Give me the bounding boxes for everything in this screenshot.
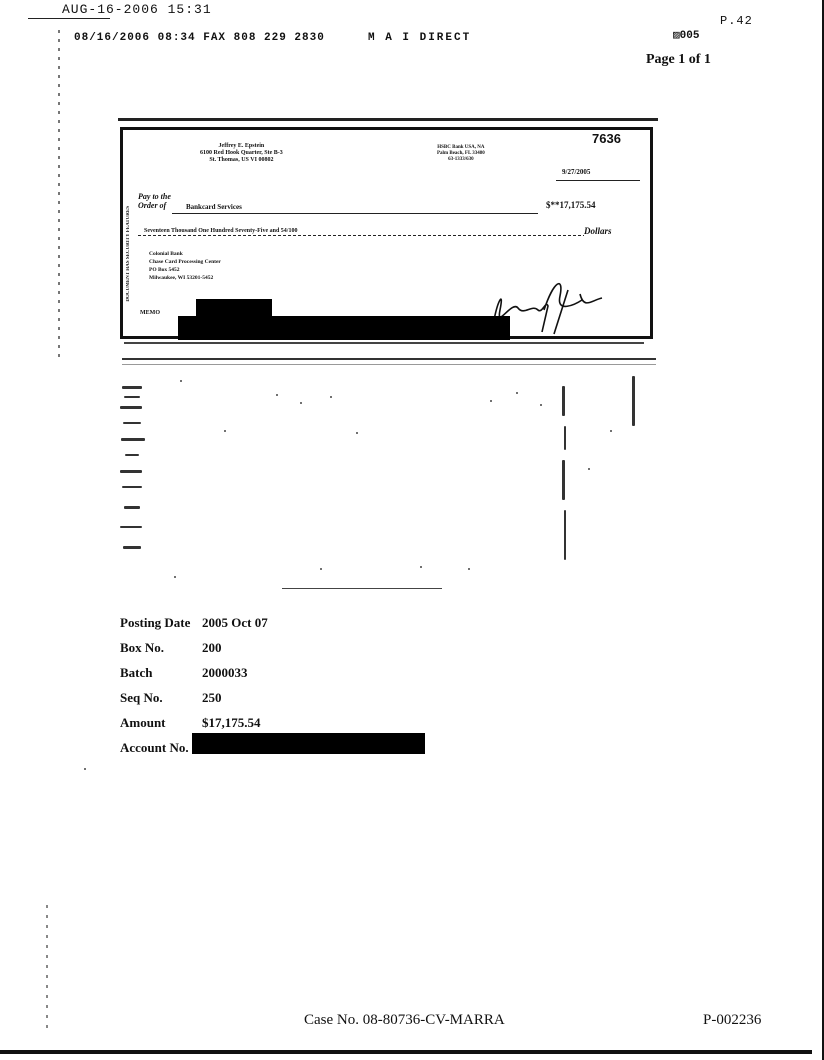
redaction-block bbox=[192, 733, 425, 754]
micr-rule bbox=[124, 342, 644, 344]
scan-margin-artifact bbox=[46, 905, 48, 1030]
detail-value: 2000033 bbox=[202, 664, 248, 680]
header-rule bbox=[28, 18, 110, 19]
scan-speck bbox=[610, 430, 612, 432]
amount-words-rule bbox=[138, 235, 584, 236]
fax-page-number: ▨005 bbox=[673, 30, 700, 42]
check-date: 9/27/2005 bbox=[562, 168, 591, 176]
memo-label: MEMO bbox=[140, 310, 160, 316]
security-side-text: DOCUMENT HAS SECURITY FEATURES bbox=[126, 206, 131, 302]
scan-speck bbox=[516, 392, 518, 394]
scan-speck bbox=[588, 468, 590, 470]
check-divider bbox=[122, 358, 656, 360]
check-number: 7636 bbox=[592, 131, 621, 146]
amount-in-words: Seventeen Thousand One Hundred Seventy-Five and 54/100 bbox=[144, 228, 298, 234]
fax-sent-timestamp: 08/16/2006 08:34 FAX 808 229 2830 bbox=[74, 32, 325, 44]
scan-speck bbox=[540, 404, 542, 406]
account-label: Account No. bbox=[120, 739, 189, 755]
detail-label: Posting Date bbox=[120, 614, 191, 630]
pay-to-label: Pay to the Order of bbox=[138, 192, 171, 210]
detail-value: 2005 Oct 07 bbox=[202, 614, 268, 630]
date-rule bbox=[556, 180, 640, 181]
endorsement-stamp-right bbox=[556, 386, 578, 566]
redaction-block bbox=[196, 299, 272, 317]
bates-number: P-002236 bbox=[703, 1012, 762, 1028]
scan-speck bbox=[300, 402, 302, 404]
fax-received-timestamp: AUG-16-2006 15:31 bbox=[62, 2, 212, 17]
detail-row bbox=[120, 710, 268, 735]
check-top-rule bbox=[118, 118, 658, 121]
detail-label: Seq No. bbox=[120, 689, 163, 705]
scan-speck bbox=[174, 576, 176, 578]
detail-label: Amount bbox=[120, 714, 166, 730]
payee-name: Bankcard Services bbox=[186, 203, 242, 211]
payee-rule bbox=[172, 213, 538, 214]
detail-row bbox=[120, 610, 268, 635]
detail-value: 200 bbox=[202, 639, 222, 655]
scan-speck bbox=[330, 396, 332, 398]
page-edge bbox=[0, 1050, 812, 1054]
detail-label: Batch bbox=[120, 664, 153, 680]
scan-speck bbox=[468, 568, 470, 570]
scan-speck bbox=[224, 430, 226, 432]
redaction-block bbox=[178, 316, 510, 340]
detail-row bbox=[120, 635, 268, 660]
bank-info: HSBC Bank USA, NA Palm Beach, FL 33480 63-1333/630 bbox=[437, 145, 485, 162]
scan-speck bbox=[180, 380, 182, 382]
check-amount: $**17,175.54 bbox=[546, 200, 596, 210]
scan-speck bbox=[420, 566, 422, 568]
fax-destination: M A I DIRECT bbox=[368, 32, 472, 44]
page-of-indicator: Page 1 of 1 bbox=[646, 52, 711, 67]
drawee-bank-address: Colonial Bank Chase Card Processing Center PO Box 5452 Milwaukee, WI 53201-5452 bbox=[149, 251, 221, 281]
detail-row bbox=[120, 685, 268, 710]
check-divider bbox=[122, 364, 656, 365]
scan-speck bbox=[276, 394, 278, 396]
fax-page-ref: P.42 bbox=[720, 14, 753, 28]
scan-margin-artifact bbox=[58, 30, 60, 360]
scan-speck bbox=[320, 568, 322, 570]
payer-address: Jeffrey E. Epstein 6100 Red Hook Quarter, Ste B-3 St. Thomas, US VI 00802 bbox=[200, 143, 283, 163]
detail-row bbox=[120, 660, 268, 685]
dollars-label: Dollars bbox=[584, 226, 612, 236]
case-number: Case No. 08-80736-CV-MARRA bbox=[304, 1012, 505, 1028]
endorsement-stamp-left bbox=[120, 382, 148, 562]
scan-speck bbox=[84, 768, 86, 770]
detail-value: 250 bbox=[202, 689, 222, 705]
detail-value: $17,175.54 bbox=[202, 714, 261, 730]
detail-label: Box No. bbox=[120, 639, 165, 655]
endorsement-stamp-edge bbox=[628, 376, 640, 436]
scan-speck bbox=[490, 400, 492, 402]
scan-speck bbox=[356, 432, 358, 434]
check-back-rule bbox=[282, 588, 442, 589]
